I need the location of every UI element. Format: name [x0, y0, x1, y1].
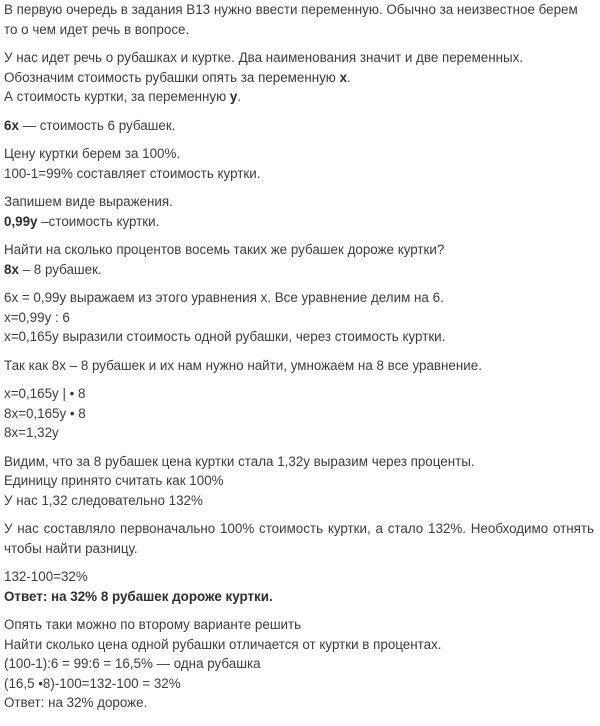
question-paragraph — [4, 240, 594, 279]
text-fragment: . — [347, 69, 351, 85]
text-line: 8x=1,32y — [4, 425, 59, 440]
text-line: Единицу принято считать как 100% — [4, 473, 224, 488]
text-line: 8x=0,165y • 8 — [4, 405, 86, 421]
text-line: Видим, что за 8 рубашек цена куртки стала 1,32y выразим через проценты. — [4, 453, 475, 469]
text-line — [4, 587, 594, 607]
answer-text: Ответ: на 32% 8 рубашек дороже куртки. — [4, 588, 273, 604]
text-line: Найти сколько цена одной рубашки отличается от куртки в процентах. — [4, 636, 442, 652]
text-line: 132-100=32% — [4, 569, 88, 584]
text-line: Цену куртки берем за 100%. — [4, 146, 181, 161]
text-line — [4, 116, 594, 136]
bold-term: 6x — [4, 117, 19, 133]
jacket-price-paragraph — [4, 144, 594, 183]
difference-paragraph: У нас составляло первоначально 100% стоимость куртки, а стало 132%. Необходимо отнять чтобы найти разницу. — [4, 521, 594, 556]
variables-paragraph — [4, 48, 594, 107]
text-line — [4, 87, 594, 107]
answer-paragraph — [4, 567, 594, 606]
text-fragment: Обозначим стоимость рубашки опять за переменную — [4, 69, 340, 85]
text-line: 6x = 0,99y выражаем из этого уравнения x. Все уравнение делим на 6. — [4, 290, 444, 305]
text-line: (16,5 •8)-100=132-100 = 32% — [4, 675, 181, 691]
variable-y: y — [229, 89, 238, 104]
multiply-paragraph — [4, 356, 594, 376]
text-line: В первую очередь в задания В13 нужно ввести переменную. Обычно за неизвестное берем — [4, 2, 578, 17]
text-line: У нас 1,32 следовательно 132% — [4, 492, 203, 508]
text-line: x=0,99y : 6 — [4, 309, 70, 325]
text-line: то о чем идет речь в вопросе. — [4, 21, 190, 37]
expression-paragraph — [4, 192, 594, 231]
variable-x: x — [339, 69, 348, 85]
alternative-solution-paragraph — [4, 615, 594, 713]
text-fragment: . — [237, 89, 242, 104]
bold-term: 0,99y — [4, 213, 38, 229]
percent-paragraph — [4, 452, 594, 511]
text-line — [4, 260, 594, 280]
text-line: Найти на сколько процентов восемь таких же рубашек дороже куртки? — [4, 242, 445, 257]
intro-paragraph — [4, 0, 594, 39]
text-line: x=0,165y | • 8 — [4, 386, 86, 401]
text-line — [4, 212, 594, 232]
text-line: Так как 8x – 8 рубашек и их нам нужно найти, умножаем на 8 все уравнение. — [4, 357, 482, 373]
text-fragment: — стоимость 6 рубашек. — [18, 117, 176, 133]
text-line: Ответ: на 32% дороже. — [4, 695, 148, 710]
equation-paragraph — [4, 288, 594, 347]
text-line: Запишем виде выражения. — [4, 194, 173, 209]
bold-term: 8x — [4, 261, 19, 277]
text-fragment: А стоимость куртки, за переменную — [4, 89, 230, 104]
text-line: У нас идет речь о рубашках и куртке. Два наименования значит и две переменных. — [4, 50, 524, 65]
text-line: x=0,165y выразили стоимость одной рубашки, через стоимость куртки. — [4, 329, 446, 344]
text-line: 100-1=99% составляет стоимость куртки. — [4, 165, 261, 181]
calculation-paragraph — [4, 384, 594, 443]
text-line: (100-1):6 = 99:6 = 16,5% — одна рубашка — [4, 656, 261, 671]
text-line — [4, 68, 594, 88]
text-line: Опять таки можно по второму варианте решить — [4, 617, 302, 632]
text-fragment: –стоимость куртки. — [37, 213, 160, 229]
shirts-cost-paragraph — [4, 116, 594, 136]
text-fragment: – 8 рубашек. — [18, 261, 102, 277]
